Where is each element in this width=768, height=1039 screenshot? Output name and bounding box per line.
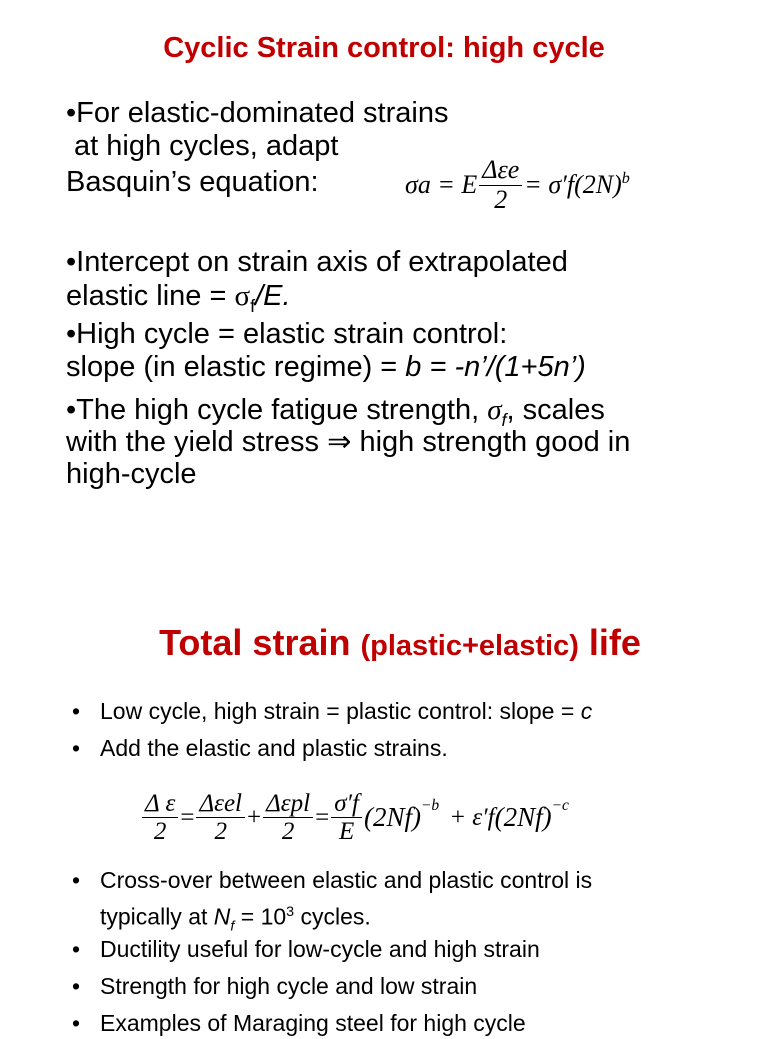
eq2-term1: (2Nf) — [363, 802, 421, 832]
bullet-high-cycle-elastic: •High cycle = elastic strain control: — [66, 318, 508, 350]
eq2-frac-sigma-E — [331, 790, 362, 846]
sigma-symbol: σ — [234, 280, 251, 312]
sigma-symbol: σ — [487, 394, 502, 426]
crossover-exp: 3 — [286, 904, 295, 920]
eq2-frac-elastic — [196, 790, 245, 846]
eq2-frac-total — [142, 790, 178, 846]
eq2-frac-plastic-den: 2 — [281, 818, 295, 845]
bullet-elastic-dominated: •For elastic-dominated strains — [66, 97, 449, 129]
bullet-fatigue-line2: with the yield stress ⇒ high strength good in — [66, 426, 631, 458]
basquin-lhs: σa = E — [405, 170, 478, 199]
bullet-text — [100, 695, 592, 727]
title-plastic-elastic: (plastic+elastic) — [360, 630, 579, 662]
eq2-frac-sigma-num: σ′f — [331, 790, 362, 819]
bullet-low-cycle — [0, 695, 768, 727]
slope-c: c — [580, 698, 593, 724]
bullet-text: Ductility useful for low-cycle and high strain — [100, 936, 540, 962]
bullet-fatigue-line3: high-cycle — [66, 458, 197, 490]
intercept-text: elastic line = — [66, 280, 235, 312]
crossover-text: typically at — [100, 903, 214, 930]
fatigue-scales: , scales — [506, 394, 605, 426]
title-life: life — [578, 622, 641, 663]
basquin-denominator: 2 — [494, 184, 508, 214]
sigma-subscript: f — [250, 295, 256, 316]
bullet-crossover — [0, 864, 768, 896]
bullet-strength — [0, 970, 768, 1002]
low-cycle-text: Low cycle, high strain = plastic control: slope = — [100, 698, 581, 724]
fatigue-text: •The high cycle fatigue strength, — [66, 394, 488, 426]
eq2-plus: + — [247, 803, 262, 831]
title-total-strain: Total strain — [159, 622, 361, 663]
bullet-elastic-dominated-line2: at high cycles, adapt — [74, 130, 339, 162]
bullet-text: Add the elastic and plastic strains. — [100, 735, 448, 761]
eq2-equals-2: = — [315, 803, 330, 831]
basquin-numerator: Δεe — [479, 156, 522, 186]
bullet-text: Strength for high cycle and low strain — [100, 973, 478, 999]
eq2-term2: (2Nf) — [494, 802, 552, 832]
bullet-intercept: •Intercept on strain axis of extrapolated — [66, 246, 568, 278]
bullet-maraging — [0, 1007, 768, 1039]
crossover-N: N — [213, 903, 231, 930]
eq2-frac-elastic-num: Δεel — [196, 790, 245, 819]
bullet-ductility — [0, 933, 768, 965]
eq2-frac-total-num: Δ ε — [142, 790, 178, 819]
bullet-dot: • — [72, 698, 81, 724]
basquin-exponent: b — [621, 170, 630, 187]
eq2-frac-total-den: 2 — [153, 818, 167, 845]
slope-formula: b = -n’/(1+5n’) — [405, 351, 586, 383]
bullet-text: Examples of Maraging steel for high cycle — [100, 1010, 526, 1036]
eq2-frac-E-den: E — [338, 818, 355, 845]
slide2-title — [0, 622, 768, 664]
eq2-frac-plastic-num: Δεpl — [263, 790, 313, 819]
bullet-high-cycle-slope — [66, 351, 586, 383]
bullet-add-strains — [0, 732, 768, 764]
bullet-dot: • — [72, 1010, 81, 1036]
eq2-equals: = — [180, 803, 195, 831]
bullet-elastic-dominated-line3: Basquin’s equation: — [66, 166, 319, 198]
bullet-dot: • — [72, 867, 81, 893]
eq2-plus-eps: + ε′f — [449, 803, 495, 831]
bullet-intercept-line2 — [66, 280, 291, 322]
bullet-dot: • — [72, 936, 81, 962]
total-strain-equation — [140, 780, 569, 855]
slope-text: slope (in elastic regime) = — [66, 351, 406, 383]
basquin-rhs: = σ′f(2N) — [524, 170, 622, 199]
basquin-equation — [405, 145, 630, 225]
eq2-exp-c: −c — [551, 796, 569, 814]
slide1-title: Cyclic Strain control: high cycle — [163, 32, 605, 64]
eq2-frac-plastic — [263, 790, 313, 846]
eq2-frac-elastic-den: 2 — [214, 818, 227, 845]
basquin-fraction — [479, 156, 522, 214]
crossover-ten: = 10 — [234, 903, 287, 930]
bullet-text: Cross-over between elastic and plastic control is — [100, 867, 593, 893]
sigma-subscript: f — [501, 409, 507, 430]
bullet-dot: • — [72, 973, 81, 999]
intercept-over-E: /E. — [255, 280, 291, 312]
crossover-cycles: cycles. — [294, 903, 371, 930]
crossover-f-sub: f — [230, 918, 235, 935]
bullet-dot: • — [72, 735, 81, 761]
eq2-exp-b: −b — [420, 796, 440, 814]
